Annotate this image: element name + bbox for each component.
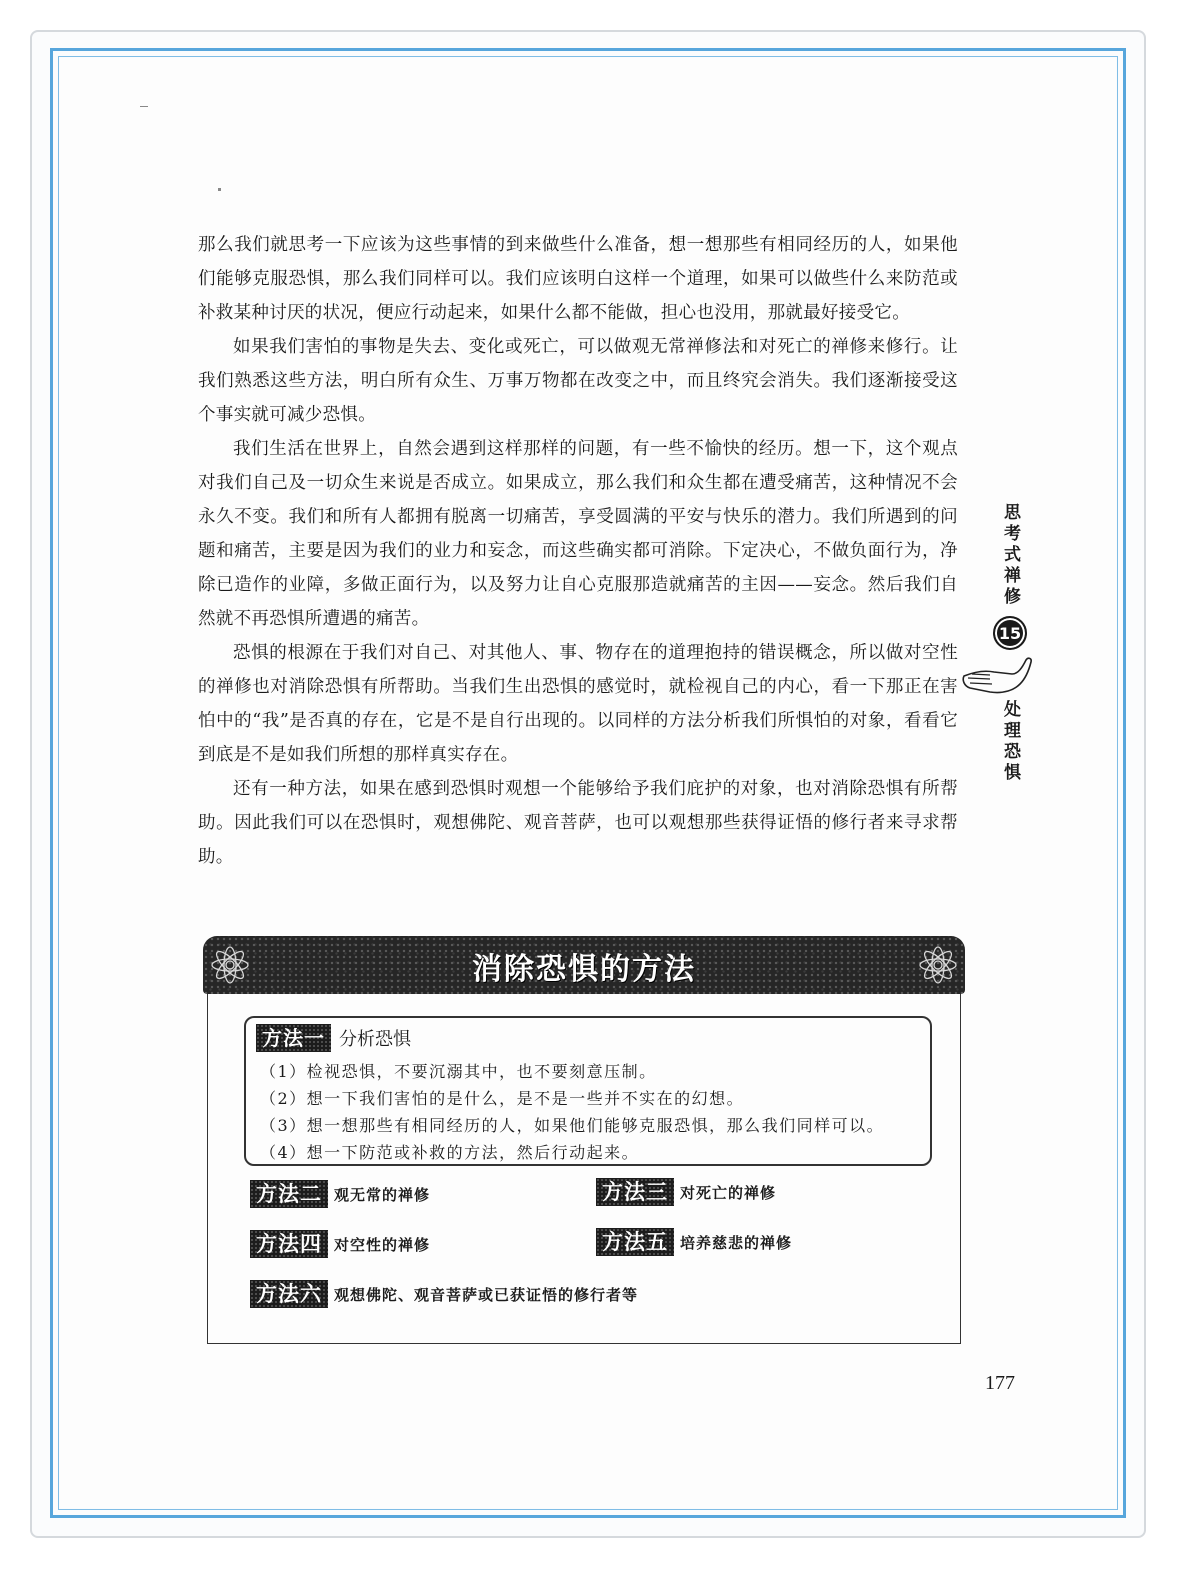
paragraph: 那么我们就思考一下应该为这些事情的到来做些什么准备，想一想那些有相同经历的人，如果他们能够克服恐惧，那么我们同样可以。我们应该明白这样一个道理，如果可以做些什么来防范或补救某种讨厌的状况，便应行动起来，如果什么都不能做，担心也没用，那就最好接受它。 (198, 235, 958, 323)
method-tag: 方法六 (250, 1280, 328, 1308)
method-label: 对空性的禅修 (334, 1235, 431, 1254)
method-label: 观无常的禅修 (334, 1185, 431, 1204)
paragraph: 恐惧的根源在于我们对自己、对其他人、事、物存在的道理抱持的错误概念，所以做对空性的禅修也对消除恐惧有所帮助。当我们生出恐惧的感觉时，就检视自己的内心，看一下那正在害怕中的“我”是否真的存在，它是不是自行出现的。以同样的方法分析我们所惧怕的对象，看看它到底是不是如我们所想的那样真实存在。 (198, 643, 958, 765)
list-item: （1）检视恐惧，不要沉溺其中，也不要刻意压制。 (260, 1062, 657, 1081)
methods-title: 消除恐惧的方法 (472, 952, 696, 987)
chapter-number-badge: 15 (993, 616, 1027, 650)
hand-icon (960, 654, 1040, 698)
method-tag: 方法二 (250, 1180, 328, 1208)
method-one-header (256, 1024, 411, 1052)
method-tag: 方法四 (250, 1230, 328, 1258)
list-item: （4）想一下防范或补救的方法，然后行动起来。 (260, 1143, 640, 1162)
method-item (250, 1280, 638, 1308)
list-item: （2）想一下我们害怕的是什么，是不是一些并不实在的幻想。 (260, 1089, 745, 1108)
method-tag: 方法一 (256, 1024, 331, 1052)
method-one-box (244, 1016, 932, 1166)
method-tag: 方法三 (596, 1178, 674, 1206)
side-section-title: 思考式禅修 (1000, 503, 1020, 608)
methods-banner (203, 936, 965, 994)
methods-body (207, 994, 961, 1344)
method-item (250, 1180, 430, 1208)
method-tag: 方法五 (596, 1228, 674, 1256)
method-item (250, 1230, 430, 1258)
scan-speck (140, 106, 148, 107)
method-label: 培养慈悲的禅修 (680, 1233, 793, 1252)
paragraph: 如果我们害怕的事物是失去、变化或死亡，可以做观无常禅修法和对死亡的禅修来修行。让我们熟悉这些方法，明白所有众生、万事万物都在改变之中，而且终究会消失。我们逐渐接受这个事实就可减少恐惧。 (198, 337, 958, 425)
chapter-side-label (990, 503, 1030, 784)
methods-panel (203, 936, 965, 1346)
method-one-title: 分析恐惧 (339, 1029, 411, 1050)
method-item (596, 1228, 792, 1256)
method-item (596, 1178, 776, 1206)
paragraph: 还有一种方法，如果在感到恐惧时观想一个能够给予我们庇护的对象，也对消除恐惧有所帮助。因此我们可以在恐惧时，观想佛陀、观音菩萨，也可以观想那些获得证悟的修行者来寻求帮助。 (198, 779, 958, 867)
list-item: （3）想一想那些有相同经历的人，如果他们能够克服恐惧，那么我们同样可以。 (260, 1116, 885, 1135)
body-text (198, 228, 958, 874)
method-label: 观想佛陀、观音菩萨或已获证悟的修行者等 (334, 1285, 639, 1304)
book-page (60, 58, 1116, 1508)
side-chapter-title: 处理恐惧 (1000, 700, 1020, 784)
method-one-list (260, 1058, 922, 1166)
paragraph: 我们生活在世界上，自然会遇到这样那样的问题，有一些不愉快的经历。想一下，这个观点对我们自己及一切众生来说是否成立。如果成立，那么我们和众生都在遭受痛苦，这种情况不会永久不变。我们和所有人都拥有脱离一切痛苦，享受圆满的平安与快乐的潜力。我们所遇到的问题和痛苦，主要是因为我们的业力和妄念，而这些确实都可消除。下定决心，不做负面行为，净除已造作的业障，多做正面行为，以及努力让自心克服那造就痛苦的主因——妄念。然后我们自然就不再恐惧所遭遇的痛苦。 (198, 439, 958, 629)
method-label: 对死亡的禅修 (680, 1183, 777, 1202)
page-number: 177 (985, 1372, 1015, 1394)
scan-speck (218, 188, 221, 191)
